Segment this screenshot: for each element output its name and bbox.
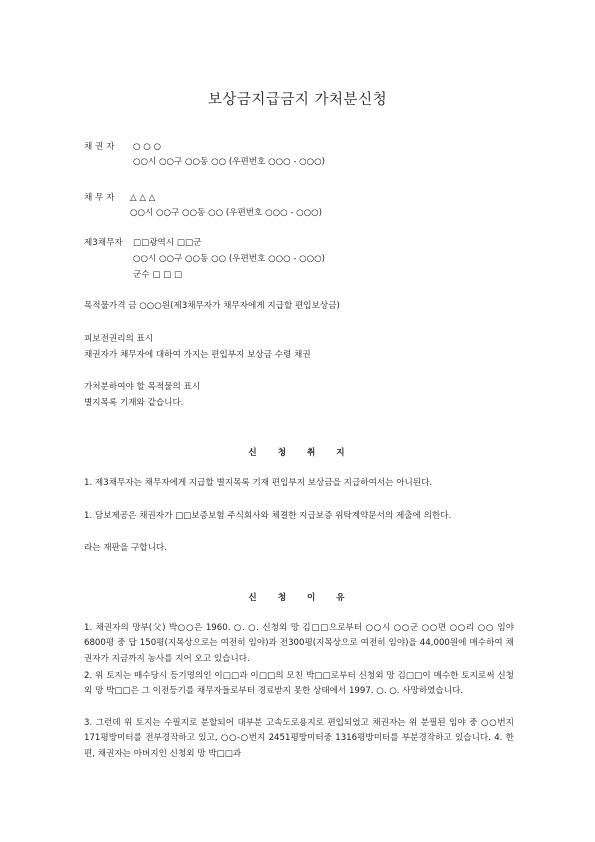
purpose-heading: 신 청 취 지 — [248, 448, 347, 458]
debtor-address: ○○시 ○○구 ○○동 ○○ (우편번호 ○○○ - ○○○) — [130, 208, 323, 218]
purpose-closing: 라는 재판을 구합니다. — [84, 543, 167, 553]
reason-item: 1. 채권자의 망부(父) 박○○은 1960. ○. ○. 신청외 망 김□□으로부터 ○○시 ○○군 ○○면 ○○리 ○○ 임야 6800평 중 답 150평(지목상으로는 여전히 임야)과 전300평(지목상으로 여전히 임야)을 44,000원에 매수하여 채권자가 지금까지 농사를 지어 오고 있습니다. — [84, 623, 514, 664]
debtor-label: 채 무 자 — [84, 193, 115, 203]
preserved-right-heading: 피보전권리의 표시 — [84, 334, 154, 344]
preserved-right-text: 채권자가 채무자에 대하여 가지는 편입부지 보상금 수령 채권 — [84, 350, 311, 360]
creditor-address: ○○시 ○○구 ○○동 ○○ (우편번호 ○○○ - ○○○) — [133, 157, 326, 167]
reason-heading: 신 청 이 유 — [248, 593, 347, 603]
third-debtor-name: □□광역시 □□군 — [133, 238, 202, 248]
debtor-name: △ △ △ — [130, 193, 156, 203]
document-title: 보상금지급금지 가처분신청 — [207, 92, 388, 108]
reason-item: 2. 위 토지는 매수당시 등기명의인 이□□과 이□□의 모친 박□□로부터 신청외 망 김□□이 매수한 토지로써 신청외 망 박□□은 그 이전등기를 채무자들로부터 경료받지 못한 상태에서 1997. ○. ○. 사망하였습니다. — [84, 671, 514, 697]
object-value: 목적물가격 금 ○○○원(제3채무자가 채무자에게 지급할 편입보상금) — [84, 301, 340, 311]
third-debtor-label: 제3채무자 — [84, 238, 123, 248]
third-debtor-address: ○○시 ○○구 ○○동 ○○ (우편번호 ○○○ - ○○○) — [133, 254, 326, 264]
target-text: 별지목록 기재와 같습니다. — [84, 398, 184, 408]
purpose-item: 1. 제3채무자는 채무자에게 지급할 별지목록 기재 편입부지 보상금을 지급하여서는 아니된다. — [84, 478, 433, 488]
purpose-item: 1. 담보제공은 채권자가 □□보증보험 주식회사와 체결한 지급보증 위탁계약문서의 제출에 의한다. — [84, 511, 452, 521]
third-debtor-representative: 군수 □ □ □ — [133, 270, 183, 280]
reason-item: 3. 그런데 위 토지는 수필지로 분할되어 대부분 고속도로용지로 편입되었고 채권자는 위 분필된 임야 중 ○○번지 171평방미터를 전부경작하고 있고, ○○-○번지 2451평방미터중 1316평방미터를 부분경작하고 있습니다. 4. 한편, 채권자는 아버지인 신청외 망 박□□과 — [84, 718, 514, 759]
creditor-label: 채 권 자 — [84, 142, 115, 152]
target-heading: 가처분하여야 할 목적물의 표시 — [84, 382, 201, 392]
creditor-name: ○ ○ ○ — [133, 142, 161, 152]
